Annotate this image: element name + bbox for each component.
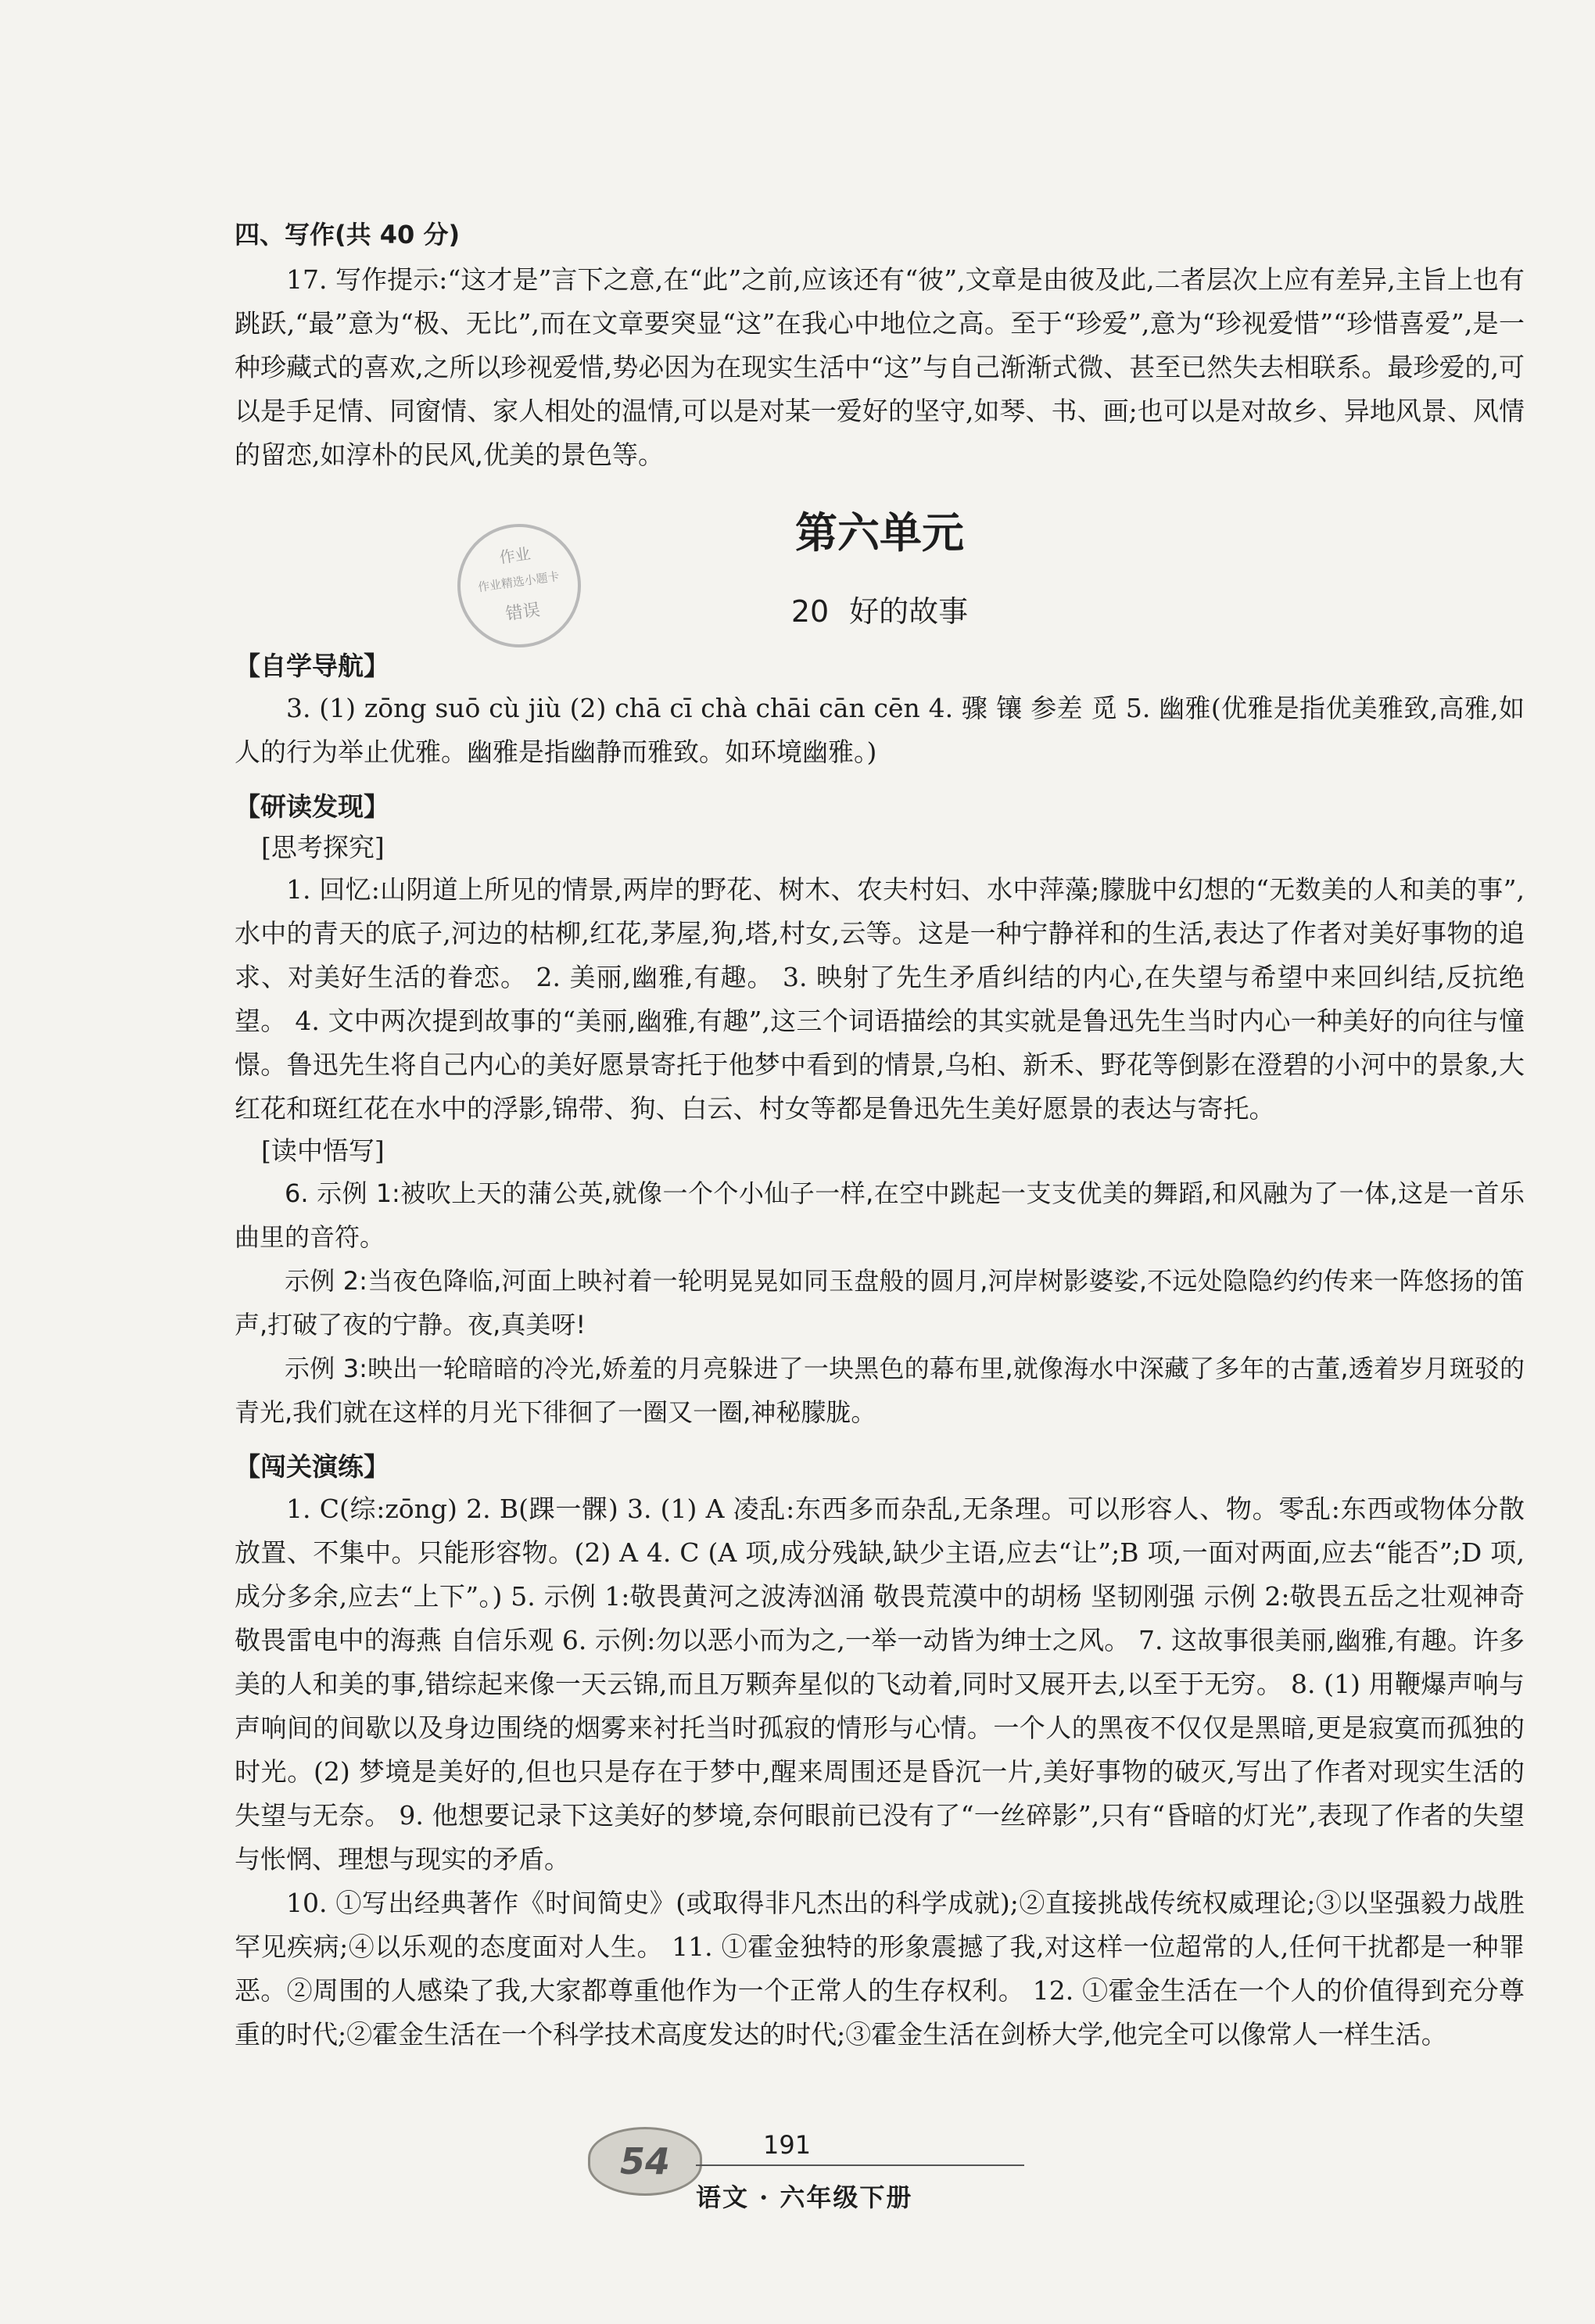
- stamp-line-3: 错误: [504, 600, 542, 625]
- footer-logo: 54: [588, 2127, 702, 2196]
- example-1: 6. 示例 1:被吹上天的蒲公英,就像一个个小仙子一样,在空中跳起一支支优美的舞蹈,和风融为了一体,这是一首乐曲里的音符。: [235, 1178, 1525, 1252]
- duzhong-label: [读中悟写]: [261, 1135, 385, 1166]
- footer-divider: [696, 2164, 1024, 2166]
- chuangguan-text-1: 1. C(综:zōng) 2. B(踝一髁) 3. (1) A 凌乱:东西多而杂乱,无条理。可以形容人、物。零乱:东西或物体分散放置、不集中。只能形容物。(2) A 4. C (A 项,成分残缺,缺少主语,应去“让”;B 项,一面对两面,应去“能否”;D 项,成分多余,应去“上下”。) 5. 示例 1:敬畏黄河之波涛汹涌 敬畏荒漠中的胡杨 坚韧刚强 示例 2:敬畏五岳之壮观神奇 敬畏雷电中的海燕 自信乐观 6. 示例:勿以恶小而为之,一举一动皆为绅士之风。 7. 这故事很美丽,幽雅,有趣。许多美的人和美的事,错综起来像一天云锦,而且万颗奔星似的飞动着,同时又展开去,以至于无穷。 8. (1) 用鞭爆声响与声响间的间歇以及身边围绕的烟雾来衬托当时孤寂的情形与心情。一个人的黑夜不仅仅是黑暗,更是寂寞而孤独的时光。(2) 梦境是美好的,但也只是存在于梦中,醒来周围还是昏沉一片,美好事物的破灭,写出了作者对现实生活的失望与无奈。 9. 他想要记录下这美好的梦境,奈何眼前已没有了“一丝碎影”,只有“昏暗的灯光”,表现了作者的失望与怅惘、理想与现实的矛盾。: [235, 1494, 1525, 1874]
- zixue-heading: 【自学导航】: [235, 651, 389, 681]
- yandu-heading: 【研读发现】: [235, 791, 389, 822]
- sikao-label: [思考探究]: [261, 832, 385, 863]
- lesson-title: [235, 590, 1525, 633]
- footer-subject: 语文 · 六年级下册: [696, 2182, 913, 2212]
- lesson-name: 好的故事: [849, 594, 969, 629]
- unit-title: 第六单元: [795, 508, 964, 558]
- example-3: 示例 3:映出一轮暗暗的冷光,娇羞的月亮躲进了一块黑色的幕布里,就像海水中深藏了多年的古董,透着岁月斑驳的青光,我们就在这样的月光下徘徊了一圈又一圈,神秘朦胧。: [235, 1354, 1525, 1427]
- stamp-line-2: 作业精选小题卡: [477, 568, 561, 595]
- example-2: 示例 2:当夜色降临,河面上映衬着一轮明晃晃如同玉盘般的圆月,河岸树影婆娑,不远处隐隐约约传来一阵悠扬的笛声,打破了夜的宁静。夜,真美呀!: [235, 1266, 1525, 1340]
- writing-text: 17. 写作提示:“这才是”言下之意,在“此”之前,应该还有“彼”,文章是由彼及此,二者层次上应有差异,主旨上也有跳跃,“最”意为“极、无比”,而在文章要突显“这”在我心中地位之高。至于“珍爱”,意为“珍视爱惜”“珍惜喜爱”,是一种珍藏式的喜欢,之所以珍视爱惜,势必因为在现实生活中“这”与自己渐渐式微、甚至已然失去相联系。最珍爱的,可以是手足情、同窗情、家人相处的温情,可以是对某一爱好的坚守,如琴、书、画;也可以是对故乡、异地风景、风情的留恋,如淳朴的民风,优美的景色等。: [235, 264, 1525, 470]
- answer-content: [235, 217, 1525, 2057]
- stamp-line-1: 作业: [498, 543, 532, 568]
- page-number: 191: [763, 2130, 812, 2160]
- chuangguan-heading: 【闯关演练】: [235, 1451, 389, 1482]
- lesson-number: 20: [790, 594, 830, 629]
- sikao-text: 1. 回忆:山阴道上所见的情景,两岸的野花、树木、农夫村妇、水中萍藻;朦胧中幻想的“无数美的人和美的事”,水中的青天的底子,河边的枯柳,红花,茅屋,狗,塔,村女,云等。这是一种宁静祥和的生活,表达了作者对美好事物的追求、对美好生活的眷恋。 2. 美丽,幽雅,有趣。 3. 映射了先生矛盾纠结的内心,在失望与希望中来回纠结,反抗绝望。 4. 文中两次提到故事的“美丽,幽雅,有趣”,这三个词语描绘的其实就是鲁迅先生当时内心一种美好的向往与憧憬。鲁迅先生将自己内心的美好愿景寄托于他梦中看到的情景,乌桕、新禾、野花等倒影在澄碧的小河中的景象,大红花和斑红花在水中的浮影,锦带、狗、白云、村女等都是鲁迅先生美好愿景的表达与寄托。: [235, 874, 1525, 1124]
- chuangguan-text-2: 10. ①写出经典著作《时间简史》(或取得非凡杰出的科学成就);②直接挑战传统权威理论;③以坚强毅力战胜罕见疾病;④以乐观的态度面对人生。 11. ①霍金独特的形象震撼了我,对这样一位超常的人,任何干扰都是一种罪恶。②周围的人感染了我,大家都尊重他作为一个正常人的生存权利。 12. ①霍金生活在一个人的价值得到充分尊重的时代;②霍金生活在一个科学技术高度发达的时代;③霍金生活在剑桥大学,他完全可以像常人一样生活。: [235, 1888, 1525, 2050]
- zixue-text: 3. (1) zōng suō cù jiù (2) chā cī chà chāi cān cēn 4. 骤 镶 参差 觅 5. 幽雅(优雅是指优美雅致,高雅,如人的行为举止优雅。幽雅是指幽静而雅致。如环境幽雅。): [235, 693, 1525, 767]
- writing-section-title: 四、写作(共 40 分): [235, 220, 461, 249]
